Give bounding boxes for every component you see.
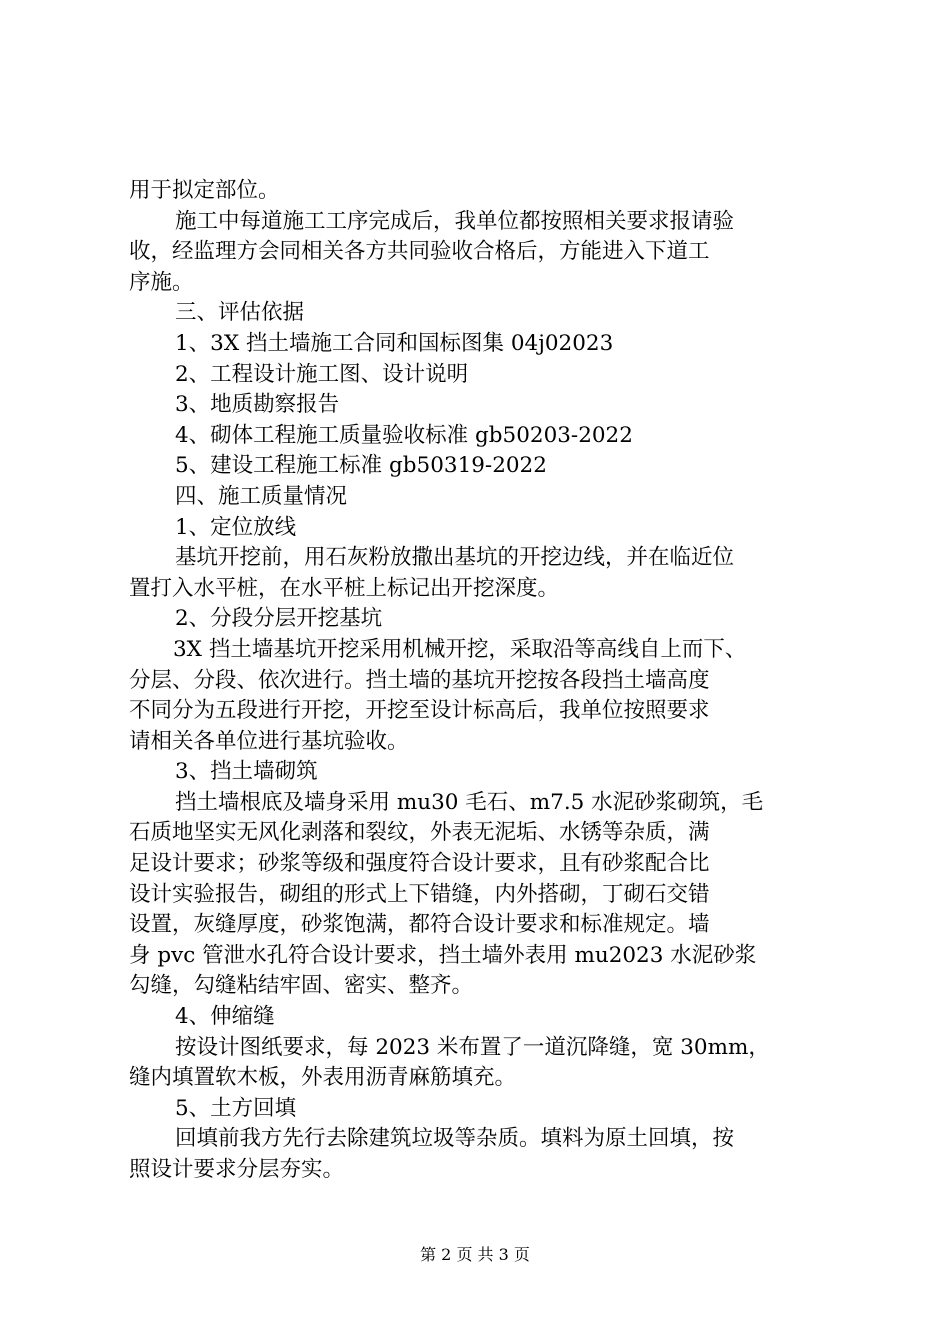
body-line: 用于拟定部位。: [129, 178, 280, 203]
subsection-heading: 4、伸缩缝: [175, 1004, 275, 1030]
list-item: 5、建设工程施工标准 gb50319-2022: [175, 453, 547, 479]
subsection-heading: 2、分段分层开挖基坑: [175, 606, 383, 632]
body-line: 石质地坚实无风化剥落和裂纹，外表无泥垢、水锈等杂质，满: [129, 820, 710, 846]
body-line: 缝内填置软木板，外表用沥青麻筋填充。: [129, 1065, 517, 1091]
body-line: 照设计要求分层夯实。: [129, 1157, 345, 1182]
body-line: 设计实验报告，砌组的形式上下错缝，内外搭砌，丁砌石交错: [129, 881, 710, 907]
section-heading: 四、施工质量情况: [175, 483, 348, 509]
list-item: 1、3X 挡土墙施工合同和国标图集 04j02023: [175, 330, 614, 356]
page-number: 第 2 页 共 3 页: [420, 1245, 530, 1264]
body-line: 身 pvc 管泄水孔符合设计要求，挡土墙外表用 mu2023 水泥砂浆: [129, 942, 757, 968]
body-line: 施工中每道施工工序完成后，我单位都按照相关要求报请验: [175, 208, 735, 234]
body-line: 按设计图纸要求，每 2023 米布置了一道沉降缝，宽 30mm，: [175, 1034, 770, 1060]
body-line: 足设计要求；砂浆等级和强度符合设计要求，且有砂浆配合比: [129, 851, 710, 877]
body-line: 回填前我方先行去除建筑垃圾等杂质。填料为原土回填，按: [175, 1126, 735, 1152]
subsection-heading: 3、挡土墙砌筑: [175, 759, 318, 785]
body-line: 不同分为五段进行开挖，开挖至设计标高后，我单位按照要求: [129, 698, 710, 724]
body-line: 收，经监理方会同相关各方共同验收合格后，方能进入下道工: [129, 239, 710, 265]
body-line: 请相关各单位进行基坑验收。: [129, 728, 409, 754]
list-item: 2、工程设计施工图、设计说明: [175, 361, 469, 387]
body-line: 序施。: [129, 269, 194, 295]
body-line: 设置，灰缝厚度，砂浆饱满，都符合设计要求和标准规定。墙: [129, 912, 710, 938]
body-line: 3X 挡土墙基坑开挖采用机械开挖，采取沿等高线自上而下、: [173, 636, 747, 662]
body-line: 勾缝，勾缝粘结牢固、密实、整齐。: [129, 973, 474, 999]
list-item: 4、砌体工程施工质量验收标准 gb50203-2022: [175, 422, 633, 448]
body-line: 挡土墙根底及墙身采用 mu30 毛石、m7.5 水泥砂浆砌筑，毛: [175, 789, 764, 815]
body-line: 置打入水平桩，在水平桩上标记出开挖深度。: [129, 575, 560, 601]
subsection-heading: 1、定位放线: [175, 514, 297, 540]
body-line: 分层、分段、依次进行。挡土墙的基坑开挖按各段挡土墙高度: [129, 667, 710, 693]
body-line: 基坑开挖前，用石灰粉放撒出基坑的开挖边线，并在临近位: [175, 545, 735, 571]
list-item: 3、地质勘察报告: [175, 392, 340, 418]
section-heading: 三、评估依据: [175, 300, 305, 326]
subsection-heading: 5、土方回填: [175, 1095, 297, 1121]
document-body: [129, 176, 829, 1186]
